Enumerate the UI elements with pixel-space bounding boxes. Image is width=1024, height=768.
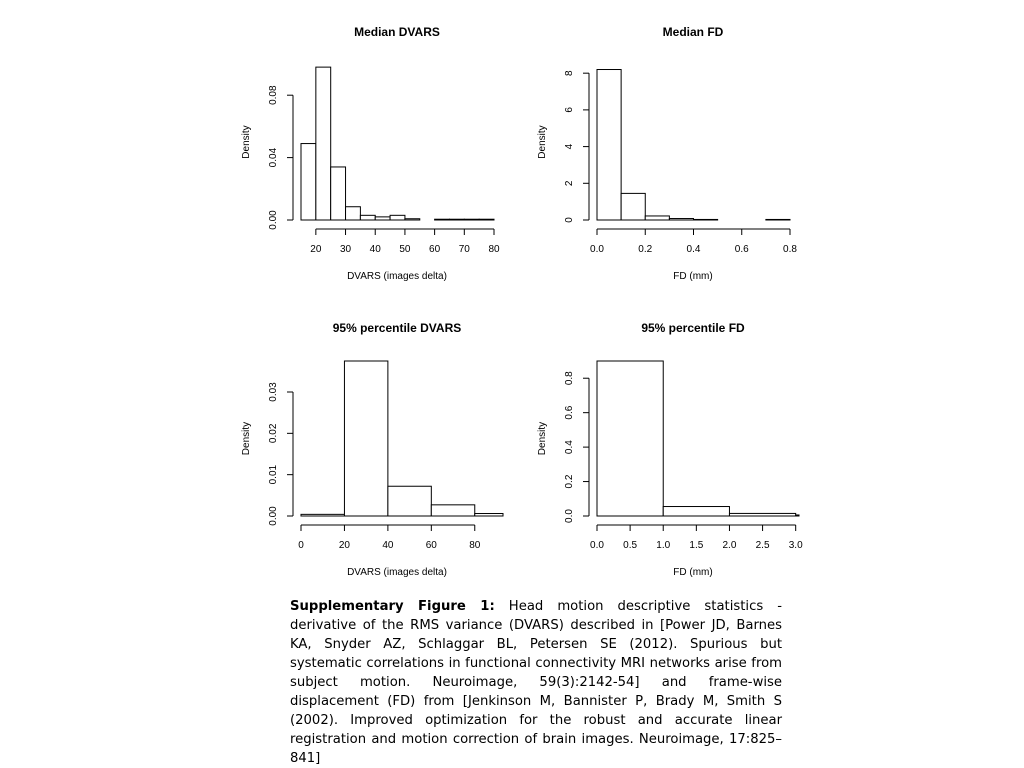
histogram-bar	[621, 193, 645, 220]
histogram-panel-3	[241, 321, 503, 578]
y-tick-label: 0.4	[564, 440, 575, 455]
x-tick-label: 0.5	[623, 540, 638, 551]
y-tick-label: 2	[564, 180, 575, 187]
y-tick-label: 0.08	[268, 85, 279, 105]
histogram-bar	[316, 67, 331, 220]
y-tick-label: 6	[564, 107, 575, 113]
histogram-bar	[301, 514, 344, 516]
x-tick-label: 40	[369, 244, 381, 255]
x-tick-label: 60	[425, 540, 437, 551]
x-axis-label: DVARS (images delta)	[347, 271, 447, 282]
y-tick-label: 0.03	[268, 382, 279, 402]
histogram-bar	[449, 219, 464, 220]
x-tick-label: 3.0	[788, 540, 803, 551]
histogram-bar	[346, 207, 361, 220]
histogram-bar	[645, 216, 669, 220]
y-axis-label: Density	[537, 421, 548, 456]
x-tick-label: 0.6	[734, 244, 749, 255]
x-tick-label: 0	[298, 540, 304, 551]
histogram-bar	[663, 507, 729, 516]
y-tick-label: 4	[564, 143, 575, 150]
y-axis-label: Density	[241, 125, 252, 159]
y-axis-label: Density	[241, 421, 252, 456]
histogram-bar	[388, 486, 431, 516]
histogram-bar	[331, 167, 346, 220]
x-tick-label: 1.0	[656, 540, 671, 551]
histogram-bar	[390, 215, 405, 220]
y-tick-label: 0.00	[268, 210, 279, 230]
histogram-bar	[301, 144, 316, 220]
histogram-bar	[464, 219, 479, 220]
x-axis-label: DVARS (images delta)	[347, 567, 447, 578]
histogram-bar	[729, 513, 795, 516]
histogram-bar	[375, 217, 390, 220]
histogram-bar	[344, 361, 387, 516]
x-tick-label: 40	[382, 540, 394, 551]
y-tick-label: 0.0	[564, 509, 575, 523]
histogram-bar	[360, 215, 375, 220]
x-tick-label: 70	[458, 244, 470, 255]
histogram-panel-2	[537, 25, 797, 282]
x-tick-label: 20	[310, 244, 322, 255]
histogram-bar	[796, 515, 799, 516]
histogram-bar	[479, 219, 494, 220]
x-tick-label: 80	[469, 540, 481, 551]
histogram-bar	[405, 219, 420, 220]
x-tick-label: 0.0	[590, 540, 604, 551]
x-tick-label: 0.8	[783, 244, 797, 255]
histogram-panel-1	[241, 25, 500, 282]
histogram-bar	[475, 514, 503, 516]
x-axis-label: FD (mm)	[673, 567, 713, 578]
y-axis-label: Density	[537, 125, 548, 159]
histogram-bar	[694, 219, 718, 220]
chart-title: Median DVARS	[354, 25, 440, 39]
x-tick-label: 1.5	[689, 540, 704, 551]
y-tick-label: 0	[564, 217, 575, 223]
histogram-panel-4	[537, 321, 803, 578]
x-tick-label: 50	[399, 244, 411, 255]
y-tick-label: 0.01	[268, 464, 279, 485]
y-tick-label: 0.2	[564, 474, 575, 489]
y-tick-label: 0.6	[564, 405, 575, 420]
y-tick-label: 0.02	[268, 423, 279, 444]
x-tick-label: 80	[488, 244, 500, 255]
x-axis-label: FD (mm)	[673, 271, 713, 282]
x-tick-label: 0.0	[590, 244, 604, 255]
x-tick-label: 0.2	[638, 244, 653, 255]
x-tick-label: 2.5	[755, 540, 770, 551]
caption-label: Supplementary Figure 1:	[290, 599, 495, 614]
x-tick-label: 20	[338, 540, 351, 551]
caption-text: Head motion descriptive statistics - derivative of the RMS variance (DVARS) described in [Power JD, Barnes KA, Snyder AZ, Schlaggar BL, Petersen SE (2012). Spurious but systematic correlations in functional connectivity MRI networks arise from subject motion. Neuroimage, 59(3):2142-54] and frame-wise displacement (FD) from [Jenkinson M, Bannister P, Brady M, Smith S (2002). Improved optimization for the robust and accurate linear registration and motion correction of brain images. Neuroimage, 17:825–841]	[290, 599, 782, 766]
histogram-bar	[669, 219, 693, 220]
histogram-bar	[766, 219, 790, 220]
figure-caption	[290, 597, 782, 768]
y-tick-label: 8	[564, 70, 575, 76]
histogram-bar	[597, 361, 663, 516]
chart-title: Median FD	[662, 25, 724, 39]
histogram-bar	[597, 70, 621, 220]
y-tick-label: 0.8	[564, 371, 575, 386]
histogram-bar	[435, 219, 450, 220]
x-tick-label: 60	[429, 244, 441, 255]
x-tick-label: 30	[339, 244, 352, 255]
y-tick-label: 0.00	[268, 506, 279, 526]
chart-title: 95% percentile DVARS	[332, 321, 462, 335]
y-tick-label: 0.04	[268, 147, 279, 168]
histogram-bar	[431, 505, 474, 516]
chart-title: 95% percentile FD	[641, 321, 745, 335]
x-tick-label: 2.0	[722, 540, 737, 551]
x-tick-label: 0.4	[686, 244, 701, 255]
